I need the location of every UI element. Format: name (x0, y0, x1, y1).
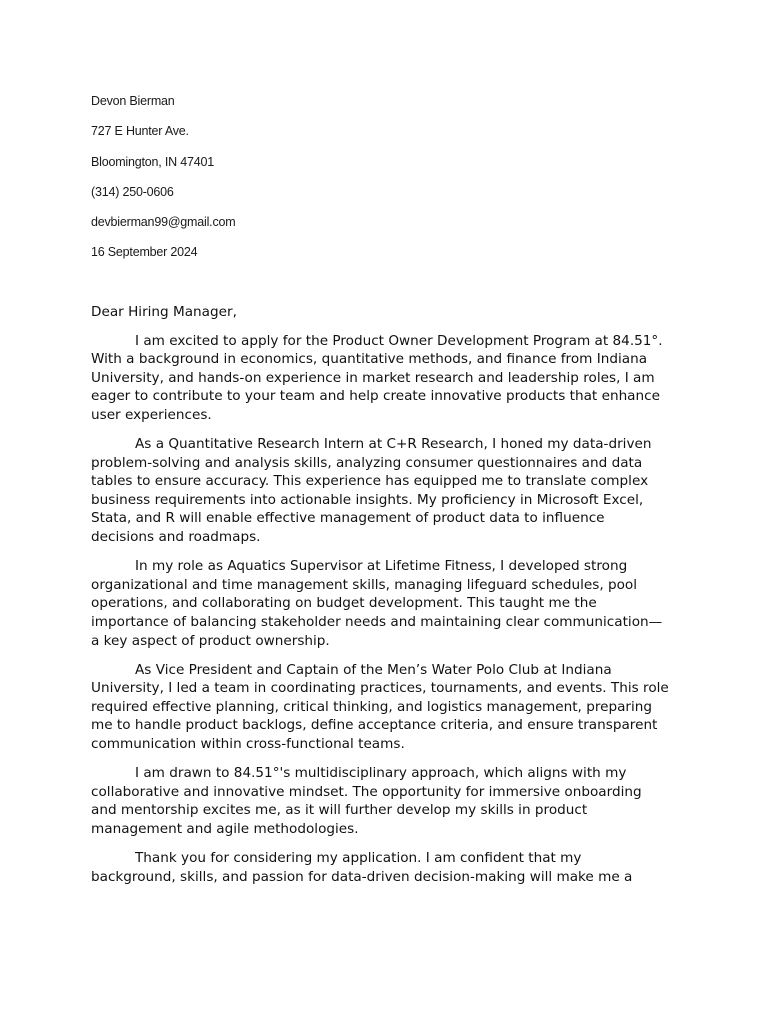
sender-street: 727 E Hunter Ave. (91, 124, 189, 139)
paragraph-intro (91, 332, 691, 425)
paragraph-line: eager to contribute to your team and help create innovative products that enhance (91, 388, 660, 405)
paragraph-line: importance of balancing stakeholder needs and maintaining clear communication— (91, 613, 663, 630)
paragraph-line: me to handle product backlogs, define acceptance criteria, and ensure transparent (91, 717, 658, 734)
paragraph-line: and mentorship excites me, as it will further develop my skills in product (91, 802, 588, 819)
paragraph-line: business requirements into actionable insights. My proficiency in Microsoft Excel, (91, 491, 644, 508)
paragraph-line: collaborative and innovative mindset. The opportunity for immersive onboarding (91, 783, 642, 800)
paragraph-line: a key aspect of product ownership. (91, 632, 330, 649)
paragraph-water-polo (91, 661, 691, 754)
paragraph-line: required effective planning, critical thinking, and logistics management, preparing (91, 698, 653, 715)
paragraph-line: Thank you for considering my application. I am confident that my (135, 849, 582, 866)
paragraph-line: operations, and collaborating on budget development. This taught me the (91, 595, 597, 612)
paragraph-line: organizational and time management skills, managing lifeguard schedules, pool (91, 576, 638, 593)
sender-block (91, 92, 691, 274)
paragraph-line: University, and hands-on experience in market research and leadership roles, I am (91, 369, 655, 386)
paragraph-research-intern (91, 435, 691, 547)
paragraph-line: decisions and roadmaps. (91, 529, 261, 546)
salutation: Dear Hiring Manager, (91, 304, 237, 320)
paragraph-line: problem-solving and analysis skills, analyzing consumer questionnaires and data (91, 454, 643, 471)
paragraph-line: As Vice President and Captain of the Men’s Water Polo Club at Indiana (135, 661, 612, 678)
paragraph-line: University, I led a team in coordinating practices, tournaments, and events. This role (91, 680, 669, 697)
letter-date: 16 September 2024 (91, 245, 198, 260)
paragraph-line: In my role as Aquatics Supervisor at Lifetime Fitness, I developed strong (135, 558, 628, 575)
paragraph-line: I am drawn to 84.51°'s multidisciplinary approach, which aligns with my (135, 765, 627, 782)
paragraph-line: Stata, and R will enable effective management of product data to influence (91, 510, 605, 527)
paragraph-closing (91, 849, 691, 886)
paragraph-line: I am excited to apply for the Product Owner Development Program at 84.51°. (135, 332, 663, 349)
sender-email: devbierman99@gmail.com (91, 215, 236, 230)
sender-phone: (314) 250-0606 (91, 184, 174, 199)
paragraph-line: background, skills, and passion for data-driven decision-making will make me a (91, 868, 633, 885)
paragraph-line: tables to ensure accuracy. This experience has equipped me to translate complex (91, 473, 649, 490)
sender-name: Devon Bierman (91, 94, 175, 108)
paragraph-line: user experiences. (91, 406, 212, 423)
paragraph-line: As a Quantitative Research Intern at C+R Research, I honed my data-driven (135, 436, 652, 453)
paragraph-aquatics-supervisor (91, 557, 691, 650)
paragraph-company-fit (91, 764, 691, 838)
sender-city-state-zip: Bloomington, IN 47401 (91, 154, 214, 169)
paragraph-line: With a background in economics, quantitative methods, and finance from Indiana (91, 351, 648, 368)
paragraph-line: communication within cross-functional teams. (91, 735, 405, 752)
letter-body (91, 303, 691, 897)
paragraph-line: management and agile methodologies. (91, 820, 359, 837)
